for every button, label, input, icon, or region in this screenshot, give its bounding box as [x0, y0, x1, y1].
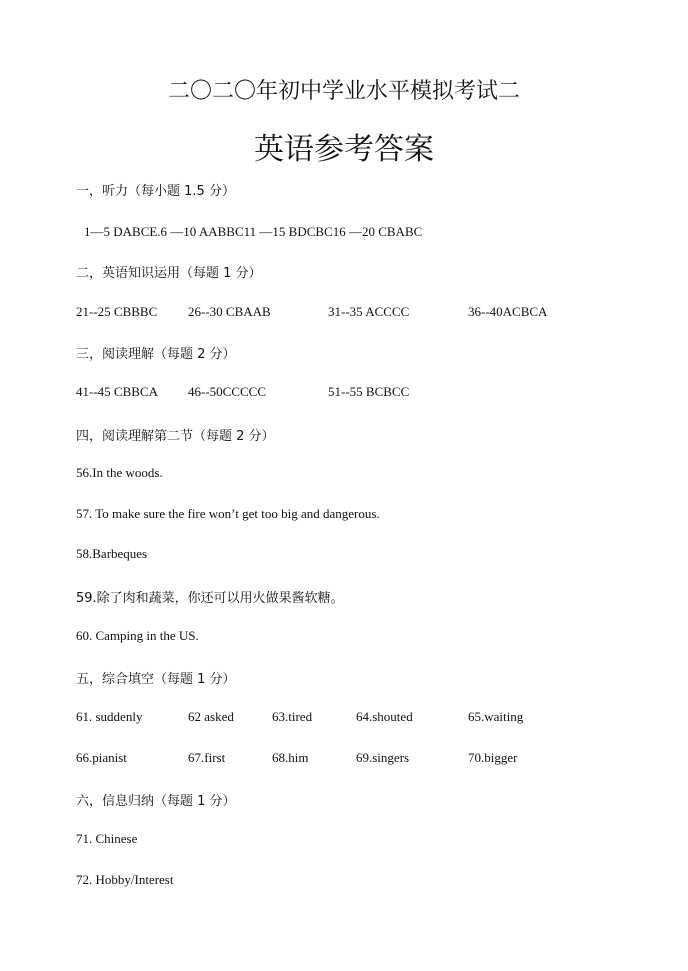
section-5-answer: 65.waiting: [468, 709, 524, 724]
section-5-answer: 64.shouted: [356, 709, 413, 724]
section-6-heading: 六，信息归纳（每题 1 分）: [76, 794, 236, 809]
section-5-answer: 66.pianist: [76, 750, 127, 765]
section-2-heading: 二，英语知识运用（每题 1 分）: [76, 266, 262, 281]
answer-57: 57. To make sure the fire won’t get too big and dangerous.: [76, 506, 380, 521]
section-4-heading: 四，阅读理解第二节（每题 2 分）: [76, 429, 275, 444]
section-3-heading: 三，阅读理解（每题 2 分）: [76, 347, 236, 362]
section-2-answer: 21--25 CBBBC: [76, 304, 158, 319]
section-5-heading: 五，综合填空（每题 1 分）: [76, 672, 236, 687]
section-2-answer: 26--30 CBAAB: [188, 304, 271, 319]
section-5-answer: 67.first: [188, 750, 226, 765]
answer-56: 56.In the woods.: [76, 465, 163, 480]
exam-title: 二〇二〇年初中学业水平模拟考试二: [167, 79, 520, 104]
section-5-answer: 62 asked: [188, 709, 234, 724]
section-3-answer: 41--45 CBBCA: [76, 384, 158, 399]
answer-58: 58.Barbeques: [76, 546, 148, 561]
section-5-answer: 63.tired: [272, 709, 313, 724]
section-5-answer: 61. suddenly: [76, 709, 143, 724]
section-5-answer: 68.him: [272, 750, 309, 765]
answer-59: 59.除了肉和蔬菜，你还可以用火做果酱软糖。: [76, 591, 344, 606]
answer-key-subtitle: 英语参考答案: [254, 132, 434, 167]
section-5-answer: 70.bigger: [468, 750, 518, 765]
answer-71: 71. Chinese: [76, 831, 138, 846]
section-2-answer: 31--35 ACCCC: [328, 304, 410, 319]
section-5-answer: 69.singers: [356, 750, 410, 765]
answer-60: 60. Camping in the US.: [76, 628, 199, 643]
section-3-answer: 51--55 BCBCC: [328, 384, 410, 399]
section-2-answer: 36--40ACBCA: [468, 304, 548, 319]
answer-72: 72. Hobby/Interest: [76, 872, 174, 887]
section-1-heading: 一，听力（每小题 1.5 分）: [76, 184, 235, 199]
section-3-answer: 46--50CCCCC: [188, 384, 267, 399]
section-1-answers: 1—5 DABCE.6 —10 AABBC11 —15 BDCBC16 —20 CBABC: [84, 224, 423, 239]
